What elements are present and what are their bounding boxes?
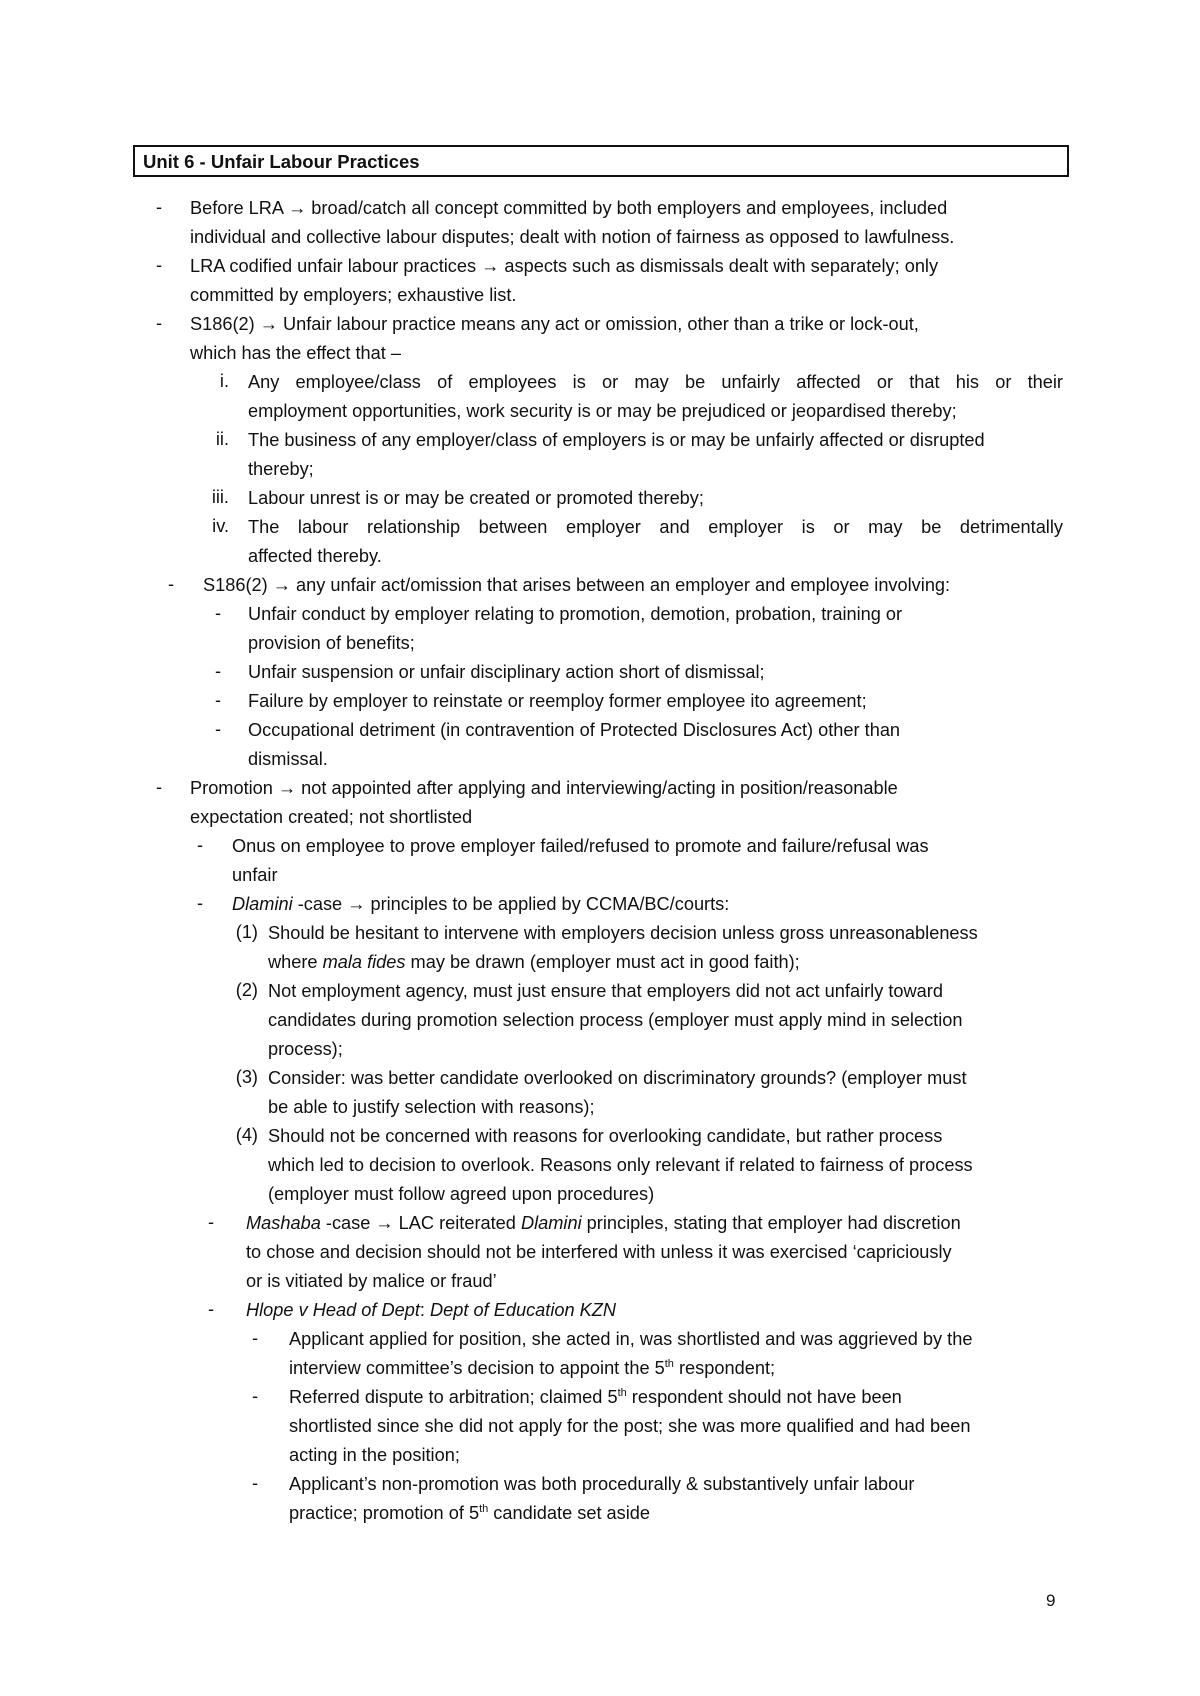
sub-dash: - bbox=[215, 603, 222, 623]
roman-marker: iii. bbox=[211, 487, 229, 507]
text-run: respondent; bbox=[673, 1358, 776, 1378]
text-run: candidate set aside bbox=[488, 1503, 651, 1523]
principle-1-line1: Should be hesitant to intervene with employers decision unless gross unreasonableness bbox=[268, 923, 978, 943]
principle-4-line1: Should not be concerned with reasons for overlooking candidate, but rather process bbox=[268, 1126, 943, 1146]
principle-2-line3: process); bbox=[268, 1039, 343, 1059]
lra-codified-line1: LRA codified unfair labour practices → aspects such as dismissals dealt with separately; only bbox=[190, 256, 939, 276]
s186-act-line1: S186(2) → any unfair act/omission that arises between an employer and employee involving: bbox=[203, 575, 951, 595]
act-item-4-line1: Occupational detriment (in contravention of Protected Disclosures Act) other than bbox=[248, 720, 901, 740]
act-item-4-line2: dismissal. bbox=[248, 749, 328, 769]
sub-dash: - bbox=[208, 1299, 215, 1319]
before-lra-line2: individual and collective labour disputes; dealt with notion of fairness as opposed to lawfulness. bbox=[190, 227, 955, 247]
principle-3-line2: be able to justify selection with reasons); bbox=[268, 1097, 595, 1117]
effect-item-ii-line1: The business of any employer/class of employers is or may be unfairly affected or disrupted bbox=[248, 430, 985, 450]
bullet-dash: - bbox=[156, 313, 163, 333]
case-name: Hlope v Head of Dept bbox=[246, 1300, 420, 1320]
hlope-item-3-line2 bbox=[289, 1502, 650, 1524]
number-marker: (2) bbox=[235, 980, 258, 1000]
text-run: -case → LAC reiterated bbox=[320, 1213, 521, 1233]
effect-item-i-line1: Any employee/class of employees is or may be unfairly affected or that his or their bbox=[248, 372, 1063, 392]
principle-2-line1: Not employment agency, must just ensure that employers did not act unfairly toward bbox=[268, 981, 943, 1001]
number-marker: (3) bbox=[235, 1067, 258, 1087]
sub-dash: - bbox=[215, 661, 222, 681]
lra-codified-line2: committed by employers; exhaustive list. bbox=[190, 285, 517, 305]
onus-line2: unfair bbox=[232, 865, 278, 885]
text-run: principles, stating that employer had discretion bbox=[581, 1213, 961, 1233]
bullet-dash: - bbox=[156, 777, 163, 797]
text-run: Referred dispute to arbitration; claimed 5 bbox=[289, 1387, 618, 1407]
text-run: practice; promotion of 5 bbox=[289, 1503, 480, 1523]
act-item-2-line1: Unfair suspension or unfair disciplinary action short of dismissal; bbox=[248, 662, 765, 682]
dlamini-heading bbox=[232, 893, 729, 915]
act-item-1-line2: provision of benefits; bbox=[248, 633, 415, 653]
principle-1-line2 bbox=[268, 951, 800, 973]
principle-4-line3: (employer must follow agreed upon procedures) bbox=[268, 1184, 655, 1204]
bullet-dash: - bbox=[156, 197, 163, 217]
text-run: may be drawn (employer must act in good faith); bbox=[405, 952, 800, 972]
case-name: Mashaba bbox=[246, 1213, 321, 1233]
sub-dash: - bbox=[215, 690, 222, 710]
hlope-item-1-line2 bbox=[289, 1357, 775, 1379]
effect-item-i-line2: employment opportunities, work security is or may be prejudiced or jeopardised thereby; bbox=[248, 401, 957, 421]
roman-marker: iv. bbox=[212, 516, 229, 536]
text-run: respondent should not have been bbox=[626, 1387, 902, 1407]
bullet-dash: - bbox=[168, 574, 175, 594]
ordinal-suffix: th bbox=[479, 1503, 489, 1515]
principle-3-line1: Consider: was better candidate overlooked on discriminatory grounds? (employer must bbox=[268, 1068, 967, 1088]
hlope-item-3-line1: Applicant’s non-promotion was both procedurally & substantively unfair labour bbox=[289, 1474, 915, 1494]
act-item-1-line1: Unfair conduct by employer relating to promotion, demotion, probation, training or bbox=[248, 604, 903, 624]
effect-item-ii-line2: thereby; bbox=[248, 459, 314, 479]
number-marker: (1) bbox=[235, 922, 258, 942]
roman-marker: i. bbox=[219, 371, 229, 391]
promotion-line2: expectation created; not shortlisted bbox=[190, 807, 473, 827]
sub-sub-dash: - bbox=[252, 1328, 259, 1348]
hlope-item-2-line3: acting in the position; bbox=[289, 1445, 460, 1465]
before-lra-line1: Before LRA → broad/catch all concept committed by both employers and employees, included bbox=[190, 198, 948, 218]
mashaba-line1 bbox=[246, 1212, 961, 1234]
mashaba-line3: or is vitiated by malice or fraud’ bbox=[246, 1271, 497, 1291]
hlope-item-1-line1: Applicant applied for position, she acted in, was shortlisted and was aggrieved by the bbox=[289, 1329, 973, 1349]
case-name: Dlamini bbox=[520, 1213, 582, 1233]
roman-marker: ii. bbox=[215, 429, 229, 449]
effect-item-iv-line1: The labour relationship between employer and employer is or may be detrimentally bbox=[248, 517, 1063, 537]
text-run: interview committee’s decision to appoint the 5 bbox=[289, 1358, 665, 1378]
sub-dash: - bbox=[197, 893, 204, 913]
act-item-3-line1: Failure by employer to reinstate or reemploy former employee ito agreement; bbox=[248, 691, 867, 711]
s186-def-line2: which has the effect that – bbox=[190, 343, 401, 363]
page-number: 9 bbox=[1046, 1591, 1056, 1610]
s186-def-line1: S186(2) → Unfair labour practice means any act or omission, other than a trike or lock-out, bbox=[190, 314, 919, 334]
mashaba-line2: to chose and decision should not be interfered with unless it was exercised ‘capriciously bbox=[246, 1242, 952, 1262]
sub-sub-dash: - bbox=[252, 1473, 259, 1493]
ordinal-suffix: th bbox=[664, 1358, 674, 1370]
sub-dash: - bbox=[215, 719, 222, 739]
text-run: : bbox=[419, 1300, 431, 1320]
bullet-dash: - bbox=[156, 255, 163, 275]
principle-4-line2: which led to decision to overlook. Reasons only relevant if related to fairness of process bbox=[268, 1155, 973, 1175]
hlope-item-2-line1 bbox=[289, 1386, 902, 1408]
sub-dash: - bbox=[197, 835, 204, 855]
hlope-item-2-line2: shortlisted since she did not apply for the post; she was more qualified and had been bbox=[289, 1416, 971, 1436]
latin-term: mala fides bbox=[322, 952, 406, 972]
effect-item-iii-line1: Labour unrest is or may be created or promoted thereby; bbox=[248, 488, 704, 508]
ordinal-suffix: th bbox=[617, 1387, 627, 1399]
case-name: Dlamini bbox=[232, 894, 293, 914]
case-name: Dept of Education KZN bbox=[430, 1300, 617, 1320]
unit-title: Unit 6 - Unfair Labour Practices bbox=[133, 145, 1069, 177]
dlamini-heading-rest: -case → principles to be applied by CCMA/BC/courts: bbox=[292, 894, 730, 914]
promotion-line1: Promotion → not appointed after applying and interviewing/acting in position/reasonable bbox=[190, 778, 898, 798]
sub-sub-dash: - bbox=[252, 1386, 259, 1406]
sub-dash: - bbox=[208, 1212, 215, 1232]
onus-line1: Onus on employee to prove employer failed/refused to promote and failure/refusal was bbox=[232, 836, 929, 856]
text-run: where bbox=[268, 952, 323, 972]
principle-2-line2: candidates during promotion selection process (employer must apply mind in selection bbox=[268, 1010, 963, 1030]
hlope-heading bbox=[246, 1299, 616, 1321]
effect-item-iv-line2: affected thereby. bbox=[248, 546, 382, 566]
number-marker: (4) bbox=[235, 1125, 258, 1145]
